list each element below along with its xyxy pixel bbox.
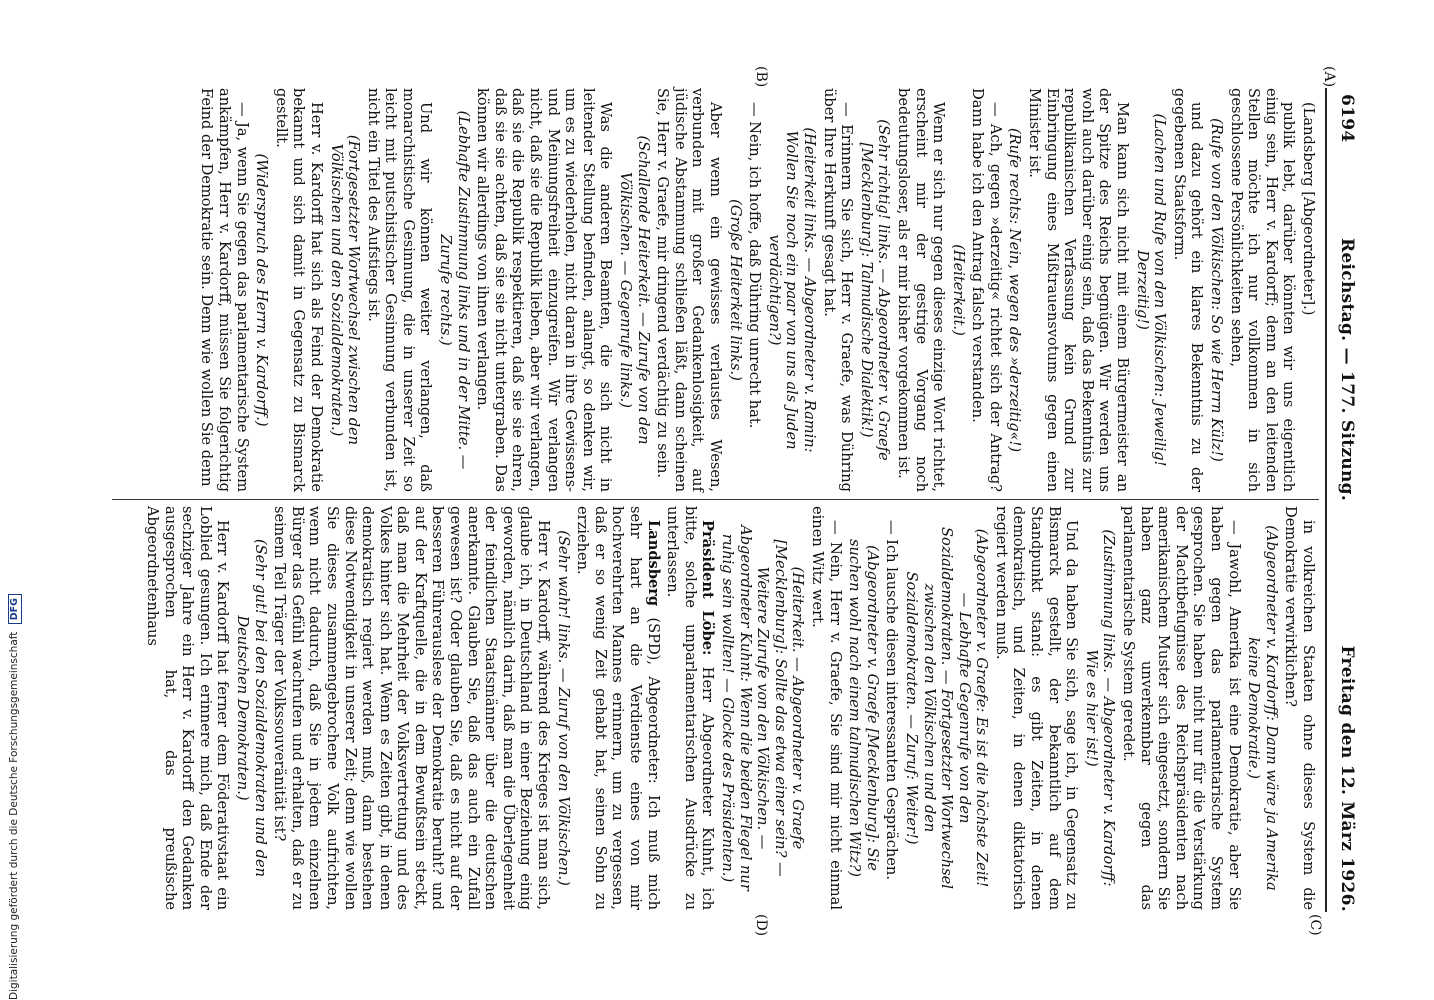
left-column (196, 88, 1317, 492)
dfg-logo: DFG (8, 594, 22, 624)
paragraph-text: — Nein, Herr v. Graefe, Sie sind mir nicht einmal einen Witz wert. (808, 506, 844, 910)
header-rule (1325, 88, 1327, 912)
paragraph-text: (Sehr gut! bei den Sozialdemokraten und den Deutschen Demokraten.) (233, 538, 269, 878)
paragraph-text: (Rufe rechts: Nein, wegen des »derzeitig«!) (1006, 127, 1024, 453)
page-number: 6194 (1337, 94, 1357, 143)
paragraph-text: Und da haben Sie sich, sage ich, in Gegensatz zu Bismarck gestellt, der bekanntlich auf dem Standpunkt stand: es gibt Zeiten, in denen demokratisch, und Zeiten, in denen diktatorisch regiert werden muß. (992, 506, 1081, 910)
footer-text: Digitalisierung gefördert durch die Deutsche Forschungsgemeinschaft (8, 631, 20, 1000)
paragraph-text: Herr Abgeordneter Kuhnt, ich bitte, solche unparlamentarischen Ausdrücke zu unterlassen. (664, 506, 717, 911)
speech-paragraph (198, 88, 251, 492)
paragraph-text: Herr v. Kardorff hat sich als Feind der Demokratie bekannt und sich damit in Gegensatz zu Bismarck gestellt. (272, 88, 325, 492)
stage-direction (726, 106, 744, 474)
speech-paragraph (883, 506, 901, 910)
paragraph-text: (Heiterkeit links. — Abgeordneter v. Ramin: Wollen Sie noch ein paar von uns als Juden verdächtigen?) (765, 127, 818, 453)
speech-paragraph (808, 506, 843, 910)
paragraph-text: — Jawohl, Amerika ist eine Demokratie, aber Sie haben gegen das parlamentarische System gesprochen. Sie haben nicht nur für die Verstärkung der Machtbefugnisse des Reichspräsidenten nach amerikanischem Muster sich eingesetzt, sondern Sie haben ganz unverkennbar gegen das parlamentarische System geredet. (1120, 506, 1243, 910)
stage-direction (1245, 524, 1280, 892)
paragraph-text: (Sehr wahr! links. — Zuruf von den Völkischen.) (554, 530, 572, 886)
speech-paragraph (1170, 88, 1205, 492)
paragraph-text: Wenn er sich nur gegen dieses einzige Wort richtet, erscheint mir der gestrige Vorgang noch bedeutungsloser, als er mir bisher vorgekommen ist. (894, 88, 948, 492)
paragraph-text: (Abgeordneter v. Kardorff: Dann wäre ja Amerika keine Demokratie.) (1245, 525, 1280, 891)
paragraph-text: — Nein, ich hoffe, daß Dühring unrecht hat. (746, 102, 764, 429)
paragraph-text: (Heiterkeit.) (949, 244, 967, 336)
paragraph-text: in volkreichen Staaten ohne dieses System die Demokratie verwirklichen? (1282, 506, 1317, 910)
stage-direction (253, 106, 271, 474)
paragraph-text: (SPD), Abgeordneter: Ich muß mich sehr hart an die Verdienste eines von mir hochverehrten Mannes erinnern, um zu vergessen, daß er so wenig Zeit gehabt hat, seinen Sohn zu erziehen. (574, 506, 662, 910)
stage-direction (437, 106, 472, 474)
stage-direction (233, 524, 268, 892)
stage-direction (327, 106, 362, 474)
paragraph-text: (Heiterkeit. — Abgeordneter v. Graefe [Mecklenburg]: Sollte das etwa einer sein? — Weitere Zurufe von den Völkischen. — Abgeordneter Kuhnt: Wenn die beiden Flegel nur ruhig sein wollten! — Glocke des Präsidenten.) (719, 525, 807, 891)
paragraph-text: (Landsberg [Abgeordneter].) (1300, 102, 1317, 316)
paragraph-text: (Fortgesetzter Wortwechsel zwischen den Völkischen und den Sozialdemokraten.) (327, 134, 363, 446)
stage-direction (1133, 106, 1168, 474)
speaker-name: Landsberg (644, 520, 662, 607)
speech-paragraph (143, 506, 231, 910)
stage-direction (1207, 106, 1225, 474)
column-divider (112, 499, 1319, 500)
stage-direction (1082, 524, 1117, 892)
speech-paragraph (746, 88, 764, 492)
paragraph-text: publik lebt, darüber könnten wir uns eigentlich einig sein, Herr v. Kardorff; denn an den leitenden Stellen möchte ich nur vollkommen in sich geschlossene Persönlichkeiten sehen, (1227, 88, 1298, 492)
paragraph-text: Und wir können weiter verlangen, daß monarchistische Gesinnung, die in unserer Zeit so leicht mit putschistischer Gesinnung verbunden ist, nicht ein Titel des Aufstiegs ist. (364, 88, 435, 492)
paragraph-text: — Ach, gegen »derzeitig« richtet sich der Antrag? Dann habe ich den Antrag falsch verstanden. (969, 88, 1004, 492)
paragraph-text: (Lachen und Rufe von den Völkischen: Jeweilig! Derzeitig!) (1133, 113, 1169, 467)
speech-paragraph (664, 506, 717, 910)
paragraph-text: Aber wenn ein gewisses verlaustes Wesen, verbunden mit großer Gedankenlosigkeit, auf jüdische Abstammung schließen läßt, dann scheinen Sie, Herr v. Graefe, mir dringend verdächtig zu sein. (654, 88, 724, 492)
paragraph-text: (Große Heiterkeit links.) (726, 199, 744, 381)
stage-direction (765, 106, 818, 474)
stage-direction (949, 106, 967, 474)
speech-paragraph (1282, 506, 1317, 910)
paragraph-text: (Schallende Heiterkeit. — Zurufe von den Völkischen. — Gegenrufe links.) (617, 135, 652, 445)
paragraph-text: — Erinnern Sie sich, Herr v. Graefe, was Dühring über Ihre Herkunft gesagt hat. (820, 88, 856, 492)
speech-paragraph (894, 88, 947, 492)
stage-direction (718, 524, 806, 892)
stage-direction (554, 524, 572, 892)
speech-paragraph (271, 506, 553, 910)
speech-paragraph (574, 506, 662, 910)
speech-paragraph (992, 506, 1080, 910)
margin-mark-b: (B) (753, 66, 769, 88)
stage-direction (616, 106, 651, 474)
paragraph-text: — Ja, wenn Sie gegen das parlamentarische System ankämpfen, Herr v. Kardorff, müssen Sie folgerichtig Feind der Demokratie sein. Denn wie wollen Sie denn (198, 88, 251, 492)
paragraph-text: (Abgeordneter v. Graefe: Es ist die höchste Zeit! — Lebhafte Gegenrufe von den Sozialdemokraten. — Fortgesetzter Wortwechsel zwischen den Völkischen und den Sozialdemokraten. — Zuruf: Weiter!) (902, 527, 991, 889)
paragraph-text: (Zustimmung links. — Abgeordneter v. Kardorff: Wie es hier ist!) (1082, 529, 1118, 887)
right-column (141, 506, 1317, 910)
speech-paragraph (1299, 88, 1317, 492)
session-date: Freitag den 12. März 1926. (1337, 645, 1357, 912)
paragraph-text: Herr v. Kardorff, während des Krieges ist man sich, glaube ich, in Deutschland in einer Beziehung einig geworden, nämlich darin, daß man die Überlegenheit der feindlichen Staatsmänner über die deutschen anerkannte. Glauben Sie, daß das auch ein Zufall gewesen ist? Oder glauben Sie, daß es nicht auf der besseren Führerauslese der Demokratie beruht? und auf der Kraftquelle, die in dem Bewußtsein steckt, daß man die Mehrheit der Volksvertretung und des Volkes hinter sich hat. Wenn es Zeiten gibt, in denen demokratisch regiert werden muß, dann bestehen diese Notwendigkeit in unserer Zeit; denn wie wollen Sie dieses zusammengebrochene Volk aufrichten, wenn nicht dadurch, daß Sie in jedem einzelnen Bürger das Gefühl wachrufen und erhalten, daß er zu seinem Teil Träger der Volkssouveränität ist? (271, 506, 553, 910)
page-header (1331, 88, 1357, 912)
speech-paragraph (364, 88, 434, 492)
margin-mark-a: (A) (1321, 66, 1337, 88)
stage-direction (902, 524, 990, 892)
paragraph-text: (Rufe von den Völkischen: So wie Herrn Külz!) (1208, 118, 1226, 462)
margin-mark-c: (C) (1307, 914, 1323, 936)
printed-page (112, 66, 1357, 937)
paragraph-text: Was die anderen Beamten, die sich nicht in leitender Stellung befinden, anlangt, so denken wir, um es zu wiederholen, nicht daran in ihre Gewissens- und Meinungsfreiheit einzugreifen. Wir verlangen nicht, daß sie die Republik lieben, aber wir verlangen, daß sie die Republik respektieren, daß sie sie ehren, daß sie sie achten, daß sie sie nicht untergraben. Das können wir allerdings von ihnen verlangen. (474, 88, 615, 492)
paragraph-text: (Lebhafte Zustimmung links und in der Mitte. — Zurufe rechts.) (437, 110, 472, 470)
paragraph-text: und dazu gehört ein klares Bekenntnis zu der gegebenen Staatsform. (1170, 88, 1206, 492)
paragraph-text: — Ich lausche diesen interessanten Gesprächen. (883, 520, 901, 880)
session-title: Reichstag. — 177. Sitzung. (1337, 238, 1357, 502)
margin-mark-d: (D) (753, 914, 769, 937)
speech-paragraph (969, 88, 1004, 492)
paragraph-text: (Abgeordneter v. Graefe [Mecklenburg]: Sie suchen wohl nach einem talmudischen Witz?) (846, 539, 881, 877)
speech-paragraph (1026, 88, 1132, 492)
speech-paragraph (474, 88, 615, 492)
stage-direction (846, 524, 881, 892)
speaker-name: Präsident Löbe: (699, 520, 717, 656)
footer-credit (8, 0, 30, 1000)
stage-direction (857, 106, 892, 474)
speech-paragraph (654, 88, 724, 492)
paragraph-text: (Widerspruch des Herrn v. Kardorff.) (253, 153, 271, 427)
speech-paragraph (820, 88, 855, 492)
paragraph-text: Man kann sich nicht mit einem Bürgermeister an der Spitze des Reichs begnügen. Wir werden uns wohl auch darüber einig sein, daß das Bekenntnis zur republikanischen Verfassung kein Grund zur Einbringung eines Mißtrauensvotums gegen einen Minister ist. (1026, 88, 1132, 492)
speech-paragraph (1227, 88, 1297, 492)
stage-direction (1006, 106, 1024, 474)
speech-paragraph (272, 88, 325, 492)
speech-paragraph (1119, 506, 1242, 910)
paragraph-text: (Sehr richtig! links. — Abgeordneter v. Graefe [Mecklenburg]: Talmudische Dialektik!) (857, 119, 893, 461)
paragraph-text: Herr v. Kardorff hat ferner dem Föderativstaat ein Loblied gesungen. Ich erinnere mich, daß Ende der sechziger Jahre ein Herr v. Kardorff den Gedanken ausgesprochen hat, das preußische Abgeordnetenhaus (144, 506, 232, 910)
